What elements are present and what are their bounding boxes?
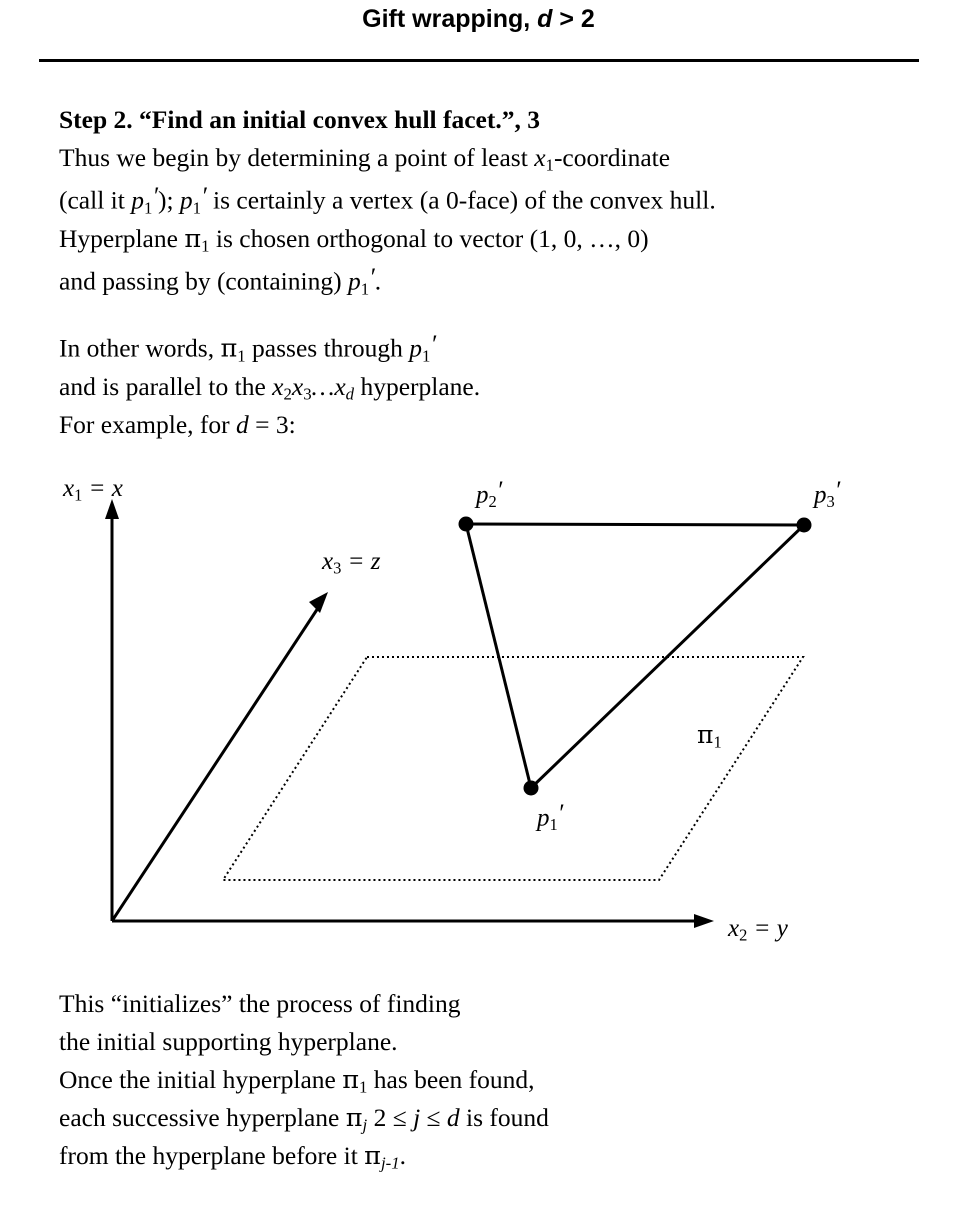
axis-x3-line: [112, 605, 320, 921]
text-fragment: .: [374, 266, 382, 296]
math-subscript: 1: [237, 346, 246, 366]
axis-x3-arrowhead: [309, 592, 328, 613]
math-pi: π: [220, 333, 238, 364]
coordinate-diagram: [0, 455, 957, 965]
math-p: p: [409, 333, 423, 363]
axis-x2-arrowhead: [694, 914, 714, 928]
hyperplane-label-pi1: [697, 720, 722, 750]
vertex-p3: [797, 518, 812, 533]
vertex-label-p2: [476, 477, 502, 510]
text-fragment: (call it: [59, 185, 132, 215]
math-subscript: j-1: [380, 1153, 400, 1173]
math-subscript: 1: [360, 278, 370, 298]
text-fragment: );: [157, 185, 180, 215]
math-j: j: [413, 1103, 421, 1132]
axis-label-x3: [322, 548, 380, 576]
vertex-label-p1-var: p: [537, 804, 550, 832]
conclusion-line-2: the initial supporting hyperplane.: [59, 1027, 398, 1056]
step-line-3: [59, 220, 716, 258]
math-prime: ′: [152, 181, 158, 210]
hyperplane-label-pi-sub: 1: [713, 732, 722, 752]
text-fragment: Once the initial hyperplane: [59, 1065, 343, 1094]
ellipsis: …: [311, 371, 335, 401]
conclusion-line-5: [59, 1137, 549, 1175]
vertex-label-p3: [814, 477, 840, 510]
math-d: d: [236, 409, 249, 439]
math-subscript: 3: [303, 384, 312, 404]
math-p: p: [131, 185, 144, 215]
text-fragment: In other words,: [59, 333, 221, 363]
text-fragment: each successive hyperplane: [59, 1103, 346, 1132]
axis-label-x1-var: x: [63, 475, 75, 502]
text-fragment: passes through: [245, 333, 410, 363]
step-description-block: [59, 101, 716, 300]
axis-label-x3-eq: = z: [341, 548, 381, 575]
conclusion-block: [59, 985, 549, 1175]
vertex-label-p1: [537, 800, 563, 833]
math-prime: ′: [201, 181, 207, 210]
text-fragment: and is parallel to the: [59, 371, 273, 401]
math-subscript: 2: [283, 384, 292, 404]
diagram-svg: [0, 455, 957, 965]
axis-label-x2: [728, 915, 788, 943]
axis-label-x2-sub: 2: [739, 925, 748, 945]
conclusion-line-4: [59, 1099, 549, 1137]
math-pi: π: [364, 1141, 381, 1171]
vertex-label-p3-sub: 3: [826, 492, 835, 512]
math-subscript: 1: [422, 346, 431, 366]
title-variable: d: [537, 5, 553, 33]
text-fragment: Thus we begin by determining a point of least: [59, 143, 535, 172]
text-fragment: is chosen orthogonal to vector (1, 0, …, 0): [209, 223, 649, 253]
math-x: x: [534, 143, 546, 172]
hyperplane-label-pi-var: π: [697, 720, 714, 749]
axis-label-x1: [63, 475, 123, 503]
vertex-label-p1-prime: ′: [557, 800, 564, 827]
vertex-label-p1-sub: 1: [549, 815, 558, 835]
step-line-1: [59, 139, 716, 177]
explanation-line-2: [59, 368, 480, 406]
text-fragment: has been found,: [367, 1065, 535, 1094]
text-fragment: ≤: [420, 1103, 447, 1132]
title-prefix: Gift wrapping,: [362, 5, 538, 33]
vertex-label-p3-var: p: [814, 481, 827, 509]
math-subscript: d: [345, 384, 355, 404]
text-fragment: is found: [459, 1103, 549, 1132]
facet-edge-p2-p1: [466, 524, 531, 788]
conclusion-line-3: [59, 1061, 549, 1099]
text-fragment: For example, for: [59, 409, 237, 439]
vertex-label-p2-var: p: [476, 481, 489, 509]
vertex-label-p2-sub: 2: [488, 492, 497, 512]
title-suffix: > 2: [552, 5, 595, 33]
vertex-p2: [459, 517, 474, 532]
math-x: x: [334, 371, 346, 401]
axis-label-x3-var: x: [322, 548, 334, 575]
math-pi: π: [184, 223, 202, 254]
text-fragment: hyperplane.: [354, 371, 481, 401]
axis-label-x1-sub: 1: [74, 485, 83, 505]
step-line-2: [59, 177, 716, 220]
axis-label-x3-sub: 3: [333, 558, 342, 578]
explanation-line-1: [59, 325, 480, 368]
math-pi: π: [342, 1065, 359, 1095]
axis-label-x1-eq: = x: [82, 475, 123, 502]
vertex-label-p3-prime: ′: [834, 477, 841, 504]
text-fragment: -coordinate: [553, 143, 671, 172]
page-title: [0, 5, 957, 34]
axis-label-x2-var: x: [728, 915, 740, 942]
text-fragment: is certainly a vertex (a 0-face) of the convex hull.: [206, 185, 716, 215]
math-x: x: [291, 371, 304, 401]
explanation-block: [59, 325, 480, 444]
vertex-label-p2-prime: ′: [496, 477, 503, 504]
math-p: p: [179, 185, 193, 215]
math-x: x: [272, 371, 284, 401]
text-fragment: from the hyperplane before it: [59, 1141, 365, 1170]
vertex-p1: [524, 781, 539, 796]
step-line-4: [59, 258, 716, 301]
math-pi: π: [345, 1103, 363, 1133]
conclusion-line-1: This “initializes” the process of finding: [59, 989, 461, 1018]
math-prime: ′: [369, 261, 375, 291]
text-fragment: .: [399, 1141, 407, 1170]
math-subscript: 1: [545, 155, 554, 175]
explanation-line-3: [59, 406, 480, 444]
title-divider: [39, 59, 919, 62]
math-prime: ′: [430, 329, 437, 358]
math-subscript: 1: [143, 198, 153, 218]
axis-label-x2-eq: = y: [747, 915, 788, 942]
math-subscript: 1: [359, 1077, 368, 1097]
step-heading: Step 2. “Find an initial convex hull facet.”, 3: [59, 105, 540, 134]
text-fragment: 2 ≤: [367, 1103, 414, 1132]
text-fragment: and passing by (containing): [59, 266, 348, 296]
math-d: d: [446, 1103, 460, 1132]
math-subscript: 1: [201, 236, 210, 256]
math-subscript: 1: [192, 198, 202, 218]
text-fragment: Hyperplane: [59, 223, 185, 253]
facet-edge-p2-p3: [466, 524, 804, 525]
math-p: p: [347, 266, 361, 296]
hyperplane-polygon: [223, 657, 803, 880]
text-fragment: = 3:: [248, 409, 296, 439]
math-subscript: j: [362, 1115, 368, 1135]
